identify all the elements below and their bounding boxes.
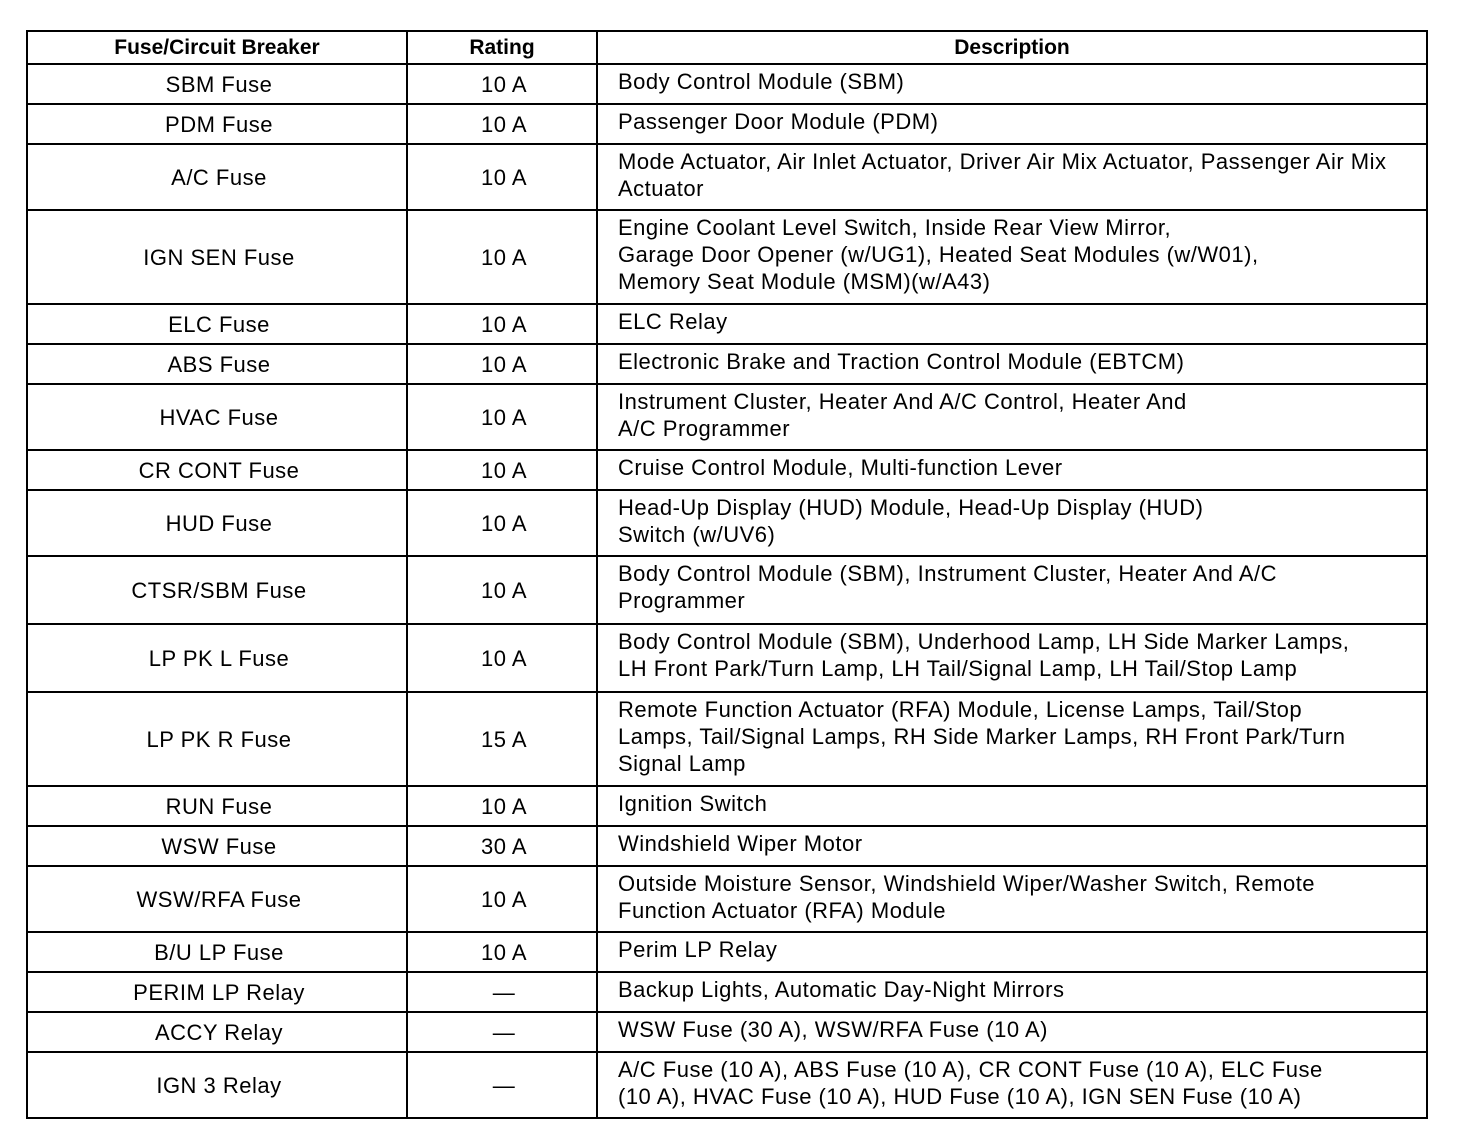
fuse-name-cell: CR CONT Fuse — [27, 450, 407, 490]
description-cell: Body Control Module (SBM), Underhood Lamp, LH Side Marker Lamps, LH Front Park/Turn Lamp, LH Tail/Signal Lamp, LH Tail/Stop Lamp — [597, 624, 1427, 692]
table-row — [27, 104, 1427, 144]
rating-cell: 30 A — [407, 826, 597, 866]
header-fuse-circuit-breaker: Fuse/Circuit Breaker — [27, 31, 407, 64]
table-row — [27, 144, 1427, 210]
table-row — [27, 490, 1427, 556]
table-row — [27, 786, 1427, 826]
fuse-name-cell: RUN Fuse — [27, 786, 407, 826]
description-cell: A/C Fuse (10 A), ABS Fuse (10 A), CR CONT Fuse (10 A), ELC Fuse (10 A), HVAC Fuse (10 A), HUD Fuse (10 A), IGN SEN Fuse (10 A) — [597, 1052, 1427, 1118]
fuse-name-cell: SBM Fuse — [27, 64, 407, 104]
fuse-name-cell: CTSR/SBM Fuse — [27, 556, 407, 624]
table-row — [27, 692, 1427, 786]
rating-cell: 10 A — [407, 210, 597, 304]
description-cell: Instrument Cluster, Heater And A/C Control, Heater And A/C Programmer — [597, 384, 1427, 450]
description-cell: Body Control Module (SBM) — [597, 64, 1427, 104]
header-description: Description — [597, 31, 1427, 64]
rating-cell: 10 A — [407, 344, 597, 384]
description-cell: Engine Coolant Level Switch, Inside Rear View Mirror, Garage Door Opener (w/UG1), Heated Seat Modules (w/W01), Memory Seat Module (MSM)(w/A43) — [597, 210, 1427, 304]
table-body — [27, 64, 1427, 1118]
rating-cell: 10 A — [407, 866, 597, 932]
rating-cell: 10 A — [407, 932, 597, 972]
table-row — [27, 624, 1427, 692]
fuse-name-cell: HUD Fuse — [27, 490, 407, 556]
description-cell: Outside Moisture Sensor, Windshield Wiper/Washer Switch, Remote Function Actuator (RFA) Module — [597, 866, 1427, 932]
description-cell: Cruise Control Module, Multi-function Lever — [597, 450, 1427, 490]
header-rating: Rating — [407, 31, 597, 64]
fuse-name-cell: HVAC Fuse — [27, 384, 407, 450]
fuse-name-cell: LP PK L Fuse — [27, 624, 407, 692]
fuse-table — [26, 30, 1428, 1119]
description-cell: Remote Function Actuator (RFA) Module, License Lamps, Tail/Stop Lamps, Tail/Signal Lamps, RH Side Marker Lamps, RH Front Park/Turn Signal Lamp — [597, 692, 1427, 786]
rating-cell: 10 A — [407, 490, 597, 556]
table-header-row — [27, 31, 1427, 64]
table-row — [27, 1012, 1427, 1052]
rating-cell: 10 A — [407, 64, 597, 104]
description-cell: Head-Up Display (HUD) Module, Head-Up Display (HUD) Switch (w/UV6) — [597, 490, 1427, 556]
fuse-name-cell: IGN SEN Fuse — [27, 210, 407, 304]
fuse-name-cell: ACCY Relay — [27, 1012, 407, 1052]
table-row — [27, 932, 1427, 972]
description-cell: Passenger Door Module (PDM) — [597, 104, 1427, 144]
description-cell: Body Control Module (SBM), Instrument Cluster, Heater And A/C Programmer — [597, 556, 1427, 624]
table-row — [27, 210, 1427, 304]
rating-cell: 10 A — [407, 624, 597, 692]
fuse-name-cell: ABS Fuse — [27, 344, 407, 384]
table-row — [27, 64, 1427, 104]
fuse-name-cell: WSW/RFA Fuse — [27, 866, 407, 932]
fuse-name-cell: WSW Fuse — [27, 826, 407, 866]
table-row — [27, 826, 1427, 866]
table-row — [27, 344, 1427, 384]
rating-cell: 10 A — [407, 450, 597, 490]
description-cell: Backup Lights, Automatic Day-Night Mirrors — [597, 972, 1427, 1012]
table-row — [27, 1052, 1427, 1118]
fuse-name-cell: IGN 3 Relay — [27, 1052, 407, 1118]
rating-cell: 10 A — [407, 384, 597, 450]
description-cell: Electronic Brake and Traction Control Module (EBTCM) — [597, 344, 1427, 384]
table-row — [27, 450, 1427, 490]
fuse-name-cell: PDM Fuse — [27, 104, 407, 144]
table-row — [27, 972, 1427, 1012]
rating-cell: — — [407, 972, 597, 1012]
rating-cell: 10 A — [407, 556, 597, 624]
rating-cell: 15 A — [407, 692, 597, 786]
table-row — [27, 384, 1427, 450]
fuse-name-cell: ELC Fuse — [27, 304, 407, 344]
description-cell: Mode Actuator, Air Inlet Actuator, Driver Air Mix Actuator, Passenger Air Mix Actuator — [597, 144, 1427, 210]
table-row — [27, 866, 1427, 932]
table-row — [27, 304, 1427, 344]
rating-cell: — — [407, 1012, 597, 1052]
fuse-name-cell: A/C Fuse — [27, 144, 407, 210]
rating-cell: — — [407, 1052, 597, 1118]
description-cell: Perim LP Relay — [597, 932, 1427, 972]
rating-cell: 10 A — [407, 144, 597, 210]
rating-cell: 10 A — [407, 786, 597, 826]
table-row — [27, 556, 1427, 624]
fuse-table-sheet — [26, 30, 1426, 1119]
description-cell: WSW Fuse (30 A), WSW/RFA Fuse (10 A) — [597, 1012, 1427, 1052]
description-cell: ELC Relay — [597, 304, 1427, 344]
rating-cell: 10 A — [407, 304, 597, 344]
rating-cell: 10 A — [407, 104, 597, 144]
fuse-name-cell: PERIM LP Relay — [27, 972, 407, 1012]
description-cell: Ignition Switch — [597, 786, 1427, 826]
fuse-name-cell: LP PK R Fuse — [27, 692, 407, 786]
description-cell: Windshield Wiper Motor — [597, 826, 1427, 866]
fuse-name-cell: B/U LP Fuse — [27, 932, 407, 972]
